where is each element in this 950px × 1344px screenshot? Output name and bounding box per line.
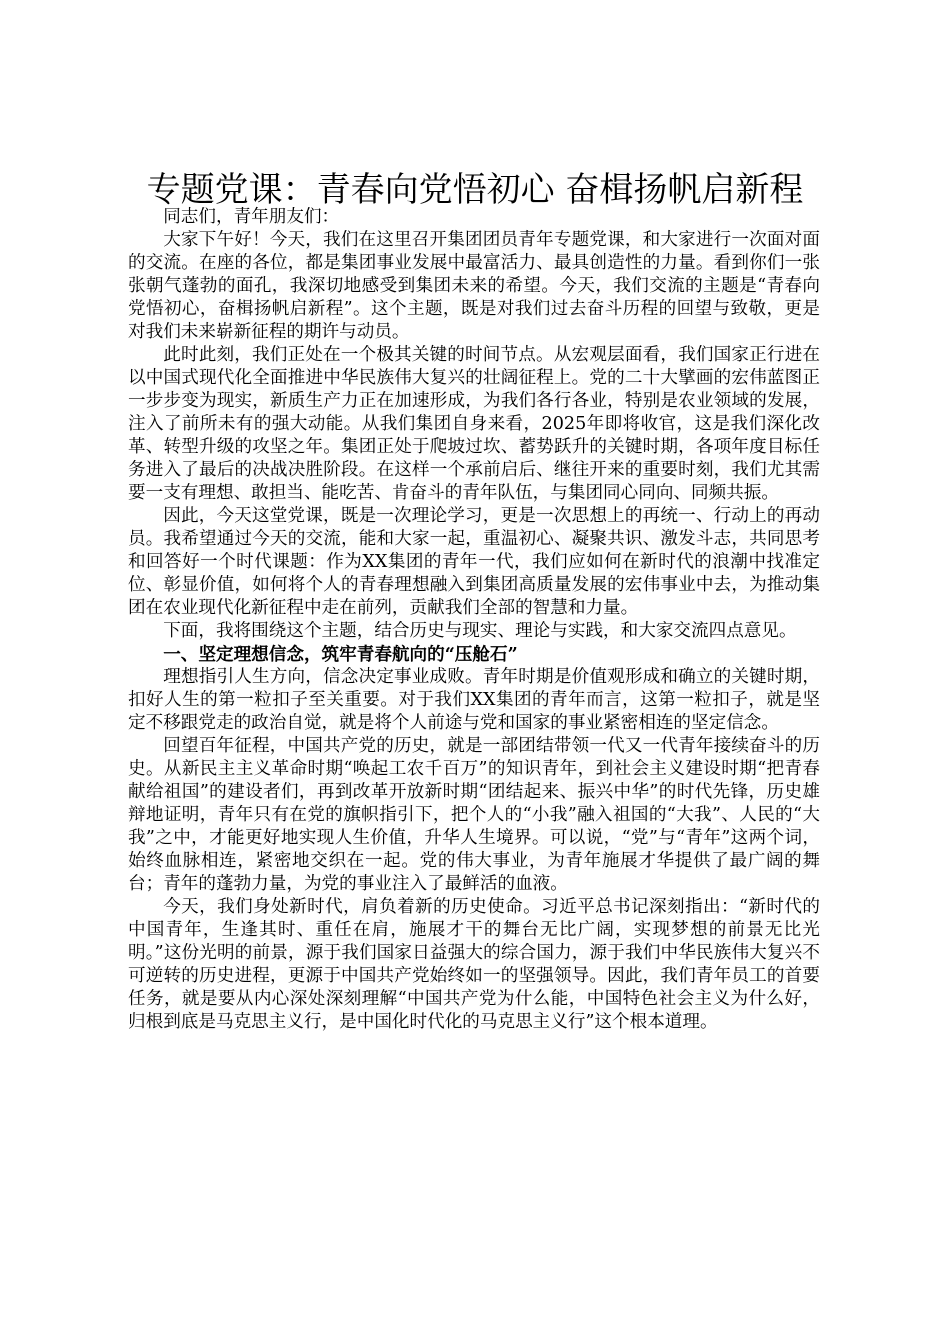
paragraph: 此时此刻，我们正处在一个极其关键的时间节点。从宏观层面看，我们国家正行进在以中国式现代化全面推进中华民族伟大复兴的壮阔征程上。党的二十大擘画的宏伟蓝图正一步步变为现实，新质生产力正在加速形成，为我们各行各业，特别是农业领域的发展，注入了前所未有的强大动能。从我们集团自身来看，2025年即将收官，这是我们深化改革、转型升级的攻坚之年。集团正处于爬坡过坎、蓄势跃升的关键时期，各项年度目标任务进入了最后的决战决胜阶段。在这样一个承前启后、继往开来的重要时刻，我们尤其需要一支有理想、敢担当、能吃苦、肯奋斗的青年队伍，与集团同心同向、同频共振。 — [128, 345, 820, 503]
greeting: 同志们，青年朋友们： — [163, 207, 340, 227]
paragraph: 因此，今天这堂党课，既是一次理论学习，更是一次思想上的再统一、行动上的再动员。我希望通过今天的交流，能和大家一起，重温初心、凝聚共识、激发斗志，共同思考和回答好一个时代课题：作为XX集团的青年一代，我们应如何在新时代的浪潮中找准定位、彰显价值，如何将个人的青春理想融入到集团高质量发展的宏伟事业中去，为推动集团在农业现代化新征程中走在前列，贡献我们全部的智慧和力量。 — [128, 506, 820, 618]
document-body — [128, 206, 820, 1034]
paragraph: 今天，我们身处新时代，肩负着新的历史使命。习近平总书记深刻指出：“新时代的中国青年，生逢其时、重任在肩，施展才干的舞台无比广阔，实现梦想的前景无比光明。”这份光明的前景，源于我们国家日益强大的综合国力，源于我们中华民族伟大复兴不可逆转的历史进程，更源于中国共产党始终如一的坚强领导。因此，我们青年员工的首要任务，就是要从内心深处深刻理解“中国共产党为什么能，中国特色社会主义为什么好，归根到底是马克思主义行，是中国化时代化的马克思主义行”这个根本道理。 — [128, 897, 820, 1032]
paragraph: 下面，我将围绕这个主题，结合历史与现实、理论与实践，和大家交流四点意见。 — [163, 621, 797, 641]
document-title: 专题党课：青春向党悟初心 奋楫扬帆启新程 — [146, 170, 804, 210]
paragraph: 回望百年征程，中国共产党的历史，就是一部团结带领一代又一代青年接续奋斗的历史。从新民主主义革命时期“唤起工农千百万”的知识青年，到社会主义建设时期“把青春献给祖国”的建设者们，再到改革开放新时期“团结起来、振兴中华”的时代先锋，历史雄辩地证明，青年只有在党的旗帜指引下，把个人的“小我”融入祖国的“大我”、人民的“大我”之中，才能更好地实现人生价值，升华人生境界。可以说，“党”与“青年”这两个词，始终血脉相连，紧密地交织在一起。党的伟大事业，为青年施展才华提供了最广阔的舞台；青年的蓬勃力量，为党的事业注入了最鲜活的血液。 — [128, 736, 820, 894]
paragraph: 大家下午好！今天，我们在这里召开集团团员青年专题党课，和大家进行一次面对面的交流。在座的各位，都是集团事业发展中最富活力、最具创造性的力量。看到你们一张张朝气蓬勃的面孔，我深切地感受到集团未来的希望。今天，我们交流的主题是“青春向党悟初心，奋楫扬帆启新程”。这个主题，既是对我们过去奋斗历程的回望与致敬，更是对我们未来崭新征程的期许与动员。 — [128, 230, 820, 342]
paragraph: 理想指引人生方向，信念决定事业成败。青年时期是价值观形成和确立的关键时期，扣好人生的第一粒扣子至关重要。对于我们XX集团的青年而言，这第一粒扣子，就是坚定不移跟党走的政治自觉，就是将个人前途与党和国家的事业紧密相连的坚定信念。 — [128, 667, 820, 733]
section-heading: 一、坚定理想信念，筑牢青春航向的“压舱石” — [163, 644, 518, 665]
